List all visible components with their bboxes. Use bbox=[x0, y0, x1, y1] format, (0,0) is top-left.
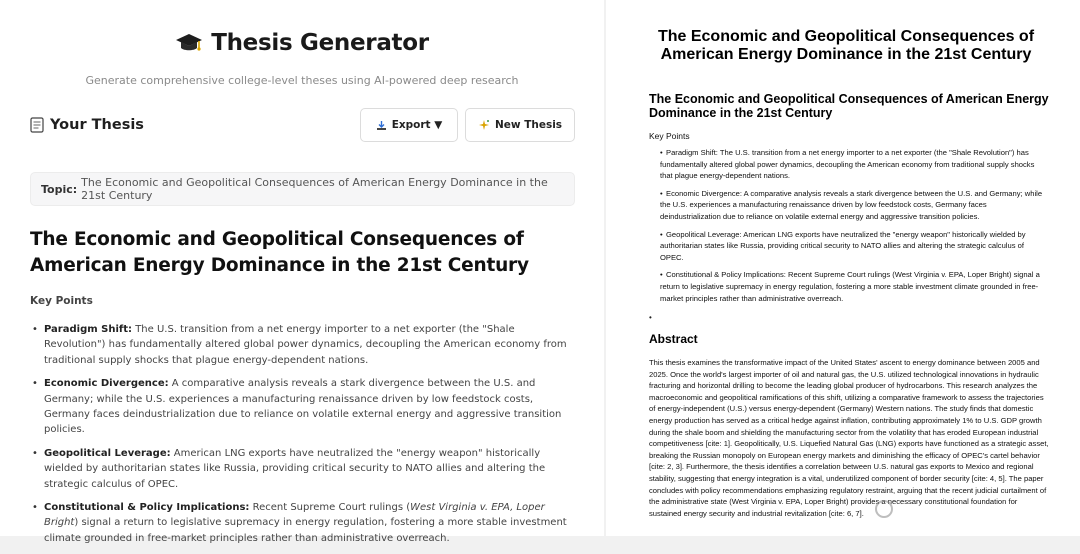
export-button-label: Export ▼ bbox=[391, 119, 443, 131]
abstract-text: This thesis examines the transformative impact of the United States' ascent to energy dominance between 2005 and 2025. Once the world's largest importer of oil and natural gas, the U.S. utilized technological innovations in hydraulic fracturing and horizontal drilling to become the leading global producer of hydrocarbons. This research analyzes the macroeconomic and geopolitical ramifications of this shift, utilizing a comparative framework to assess the trajectories of energy-independent (U.S.) versus energy-dependent (Germany) Western nations. The study finds that domestic energy production has served as a critical hedge against inflation, contributing approximately 1% to U.S. GDP growth during the shale boom and shielding the manufacturing sector from the volatility that has eroded European industrial competitiveness [cite: 1]. Geopolitically, U.S. Liquefied Natural Gas (LNG) exports have functioned as a strategic asset, breaking the Russian monopoly on European energy markets and diminishing the efficacy of OPEC's cartel behavior [cite: 2, 3]. Furthermore, the thesis identifies a correlation between U.S. natural gas exports to Mexico and regional stability, suggesting that energy integration is a vital, underutilized component of border security [cite: 4, 5]. The paper concludes with policy recommendations emphasizing regulatory restraint, arguing that the recent judicial curtailment of the administrative state (West Virginia v. EPA, Loper Bright) provides a necessary constitutional foundation for sustained energy security and industrial revitalization [cite: 6, 7]. bbox=[649, 358, 1049, 518]
preview-key-point bbox=[649, 229, 1049, 264]
preview-key-point bbox=[649, 188, 1049, 223]
export-button[interactable] bbox=[360, 108, 458, 142]
key-point-item bbox=[30, 500, 575, 546]
key-point-text: The U.S. transition from a net energy importer to a net exporter (the "Shale Revolution") has fundamentally altered global power dynamics, decoupling the American economy from traditional supply shocks that plague energy-dependent nations. bbox=[44, 324, 567, 366]
abstract-heading: Abstract bbox=[649, 332, 698, 346]
app-title-text: Thesis Generator bbox=[211, 30, 429, 56]
key-point-text: American LNG exports have neutralized the "energy weapon" historically wielded by authoritarian states like Russia, providing critical security to NATO allies and altering the strategic calculus of OPEC. bbox=[44, 447, 546, 490]
document-icon bbox=[30, 117, 44, 133]
preview-key-point-text: Geopolitical Leverage: American LNG exports have neutralized the "energy weapon" historically wielded by authoritarian states like Russia, providing critical security to NATO allies and altering the strategic calculus of OPEC. bbox=[660, 229, 1026, 262]
preview-key-point-text: Paradigm Shift: The U.S. transition from a net energy importer to a net exporter (the "Shale Revolution") has fundamentally altered global power dynamics, decoupling the American economy from traditional supply shocks that plague energy-dependent nations. bbox=[660, 148, 1035, 181]
key-point-item bbox=[30, 446, 575, 492]
preview-key-point-text: Constitutional & Policy Implications: Recent Supreme Court rulings (West Virginia v. EPA, Loper Bright) signal a return to legislative supremacy in energy regulation, fostering a more stable investment climate grounded in free-market principles rather than administrative overreach. bbox=[660, 270, 1040, 303]
download-icon bbox=[376, 120, 387, 131]
key-point-text: Recent Supreme Court rulings ( bbox=[249, 502, 411, 514]
section-title bbox=[30, 117, 144, 133]
document-preview bbox=[606, 0, 1080, 536]
topic-label: Topic: bbox=[41, 182, 78, 196]
section-title-text: Your Thesis bbox=[50, 117, 144, 133]
preview-stray-bullet: • bbox=[649, 313, 652, 322]
key-point-item bbox=[30, 322, 575, 368]
sparkle-icon bbox=[478, 119, 490, 131]
topic-box bbox=[30, 172, 575, 206]
preview-key-points-list bbox=[649, 147, 1049, 310]
preview-heading: The Economic and Geopolitical Consequences of American Energy Dominance in the 21st Century bbox=[649, 92, 1049, 120]
app-header bbox=[0, 0, 604, 87]
preview-key-point bbox=[649, 147, 1049, 182]
app-subtitle: Generate comprehensive college-level theses using AI-powered deep research bbox=[85, 74, 519, 87]
new-thesis-button-label: New Thesis bbox=[494, 119, 563, 131]
preview-key-points-heading: Key Points bbox=[649, 131, 690, 141]
thesis-heading: The Economic and Geopolitical Consequences of American Energy Dominance in the 21st Century bbox=[30, 229, 529, 276]
key-point-italic: West Virginia v. EPA, Loper Bright bbox=[44, 502, 545, 529]
key-point-label: Paradigm Shift: bbox=[44, 324, 133, 335]
new-thesis-button[interactable] bbox=[465, 108, 575, 142]
key-points-heading: Key Points bbox=[30, 295, 93, 307]
key-point-text-end: ) signal a return to legislative supremacy in energy regulation, fostering a more stable investment climate grounded in free-market principles rather than administrative overreach. bbox=[44, 517, 567, 544]
app-title bbox=[175, 30, 429, 56]
topic-value: The Economic and Geopolitical Consequences of American Energy Dominance in the 21st Century bbox=[81, 176, 548, 202]
key-points-list bbox=[30, 322, 575, 554]
preview-key-point-text: Economic Divergence: A comparative analysis reveals a stark divergence between the U.S. and Germany; while the U.S. experiences a manufacturing renaissance driven by low feedstock costs, Germany faces deindustrialization due to reliance on volatile external energy and aggressive transition policies. bbox=[660, 188, 1043, 221]
key-point-label: Economic Divergence: bbox=[44, 378, 169, 390]
preview-title: The Economic and Geopolitical Consequences of American Energy Dominance in the 21st Century bbox=[657, 28, 1035, 63]
key-point-text: A comparative analysis reveals a stark divergence between the U.S. and Germany; while the U.S. experiences a manufacturing renaissance driven by low feedstock costs, Germany faces deindustrialization due to reliance on volatile external energy and aggressive transition policies. bbox=[44, 378, 562, 436]
graduation-cap-icon bbox=[175, 32, 203, 54]
key-point-label: Geopolitical Leverage: bbox=[44, 447, 171, 459]
key-point-item bbox=[30, 376, 575, 438]
key-point-label: Constitutional & Policy Implications: bbox=[44, 502, 250, 514]
thesis-toolbar bbox=[30, 108, 575, 142]
preview-key-point bbox=[649, 269, 1049, 304]
